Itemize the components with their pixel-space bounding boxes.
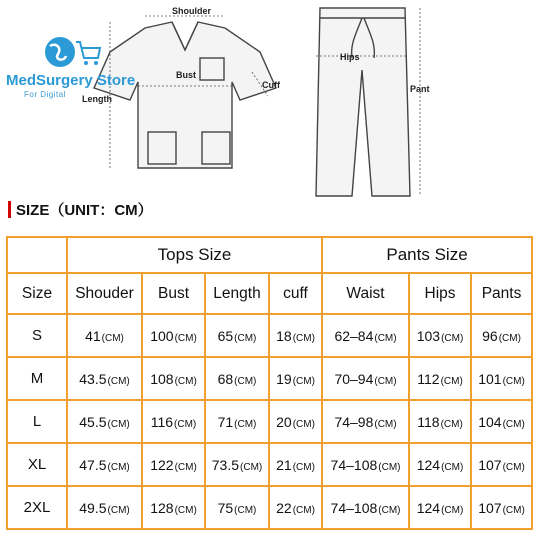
cell-bust xyxy=(142,443,205,486)
cell-length xyxy=(205,357,269,400)
cell-length xyxy=(205,314,269,357)
cell-unit: (CM) xyxy=(374,332,397,344)
header-empty-cell xyxy=(7,237,67,273)
cell-pants xyxy=(471,400,532,443)
cell-length xyxy=(205,400,269,443)
cell-waist xyxy=(322,314,409,357)
cell-value: 45.5 xyxy=(79,413,107,430)
cell-unit: (CM) xyxy=(292,461,315,473)
cell-pants xyxy=(471,314,532,357)
col-header-bust: Bust xyxy=(142,273,205,314)
cell-value: 22 xyxy=(276,499,292,516)
size-table xyxy=(6,236,533,530)
cell-pants xyxy=(471,486,532,529)
cell-pants xyxy=(471,357,532,400)
col-header-length: Length xyxy=(205,273,269,314)
cell-pants xyxy=(471,443,532,486)
cell-unit: (CM) xyxy=(107,461,130,473)
heading-accent-bar xyxy=(8,201,11,218)
cell-unit: (CM) xyxy=(502,504,525,516)
cell-unit: (CM) xyxy=(440,375,463,387)
cell-unit: (CM) xyxy=(101,332,124,344)
size-cell: 2XL xyxy=(7,486,67,529)
cell-value: 116 xyxy=(150,413,174,430)
cell-value: 100 xyxy=(150,327,174,344)
cell-value: 43.5 xyxy=(79,370,107,387)
cell-value: 112 xyxy=(417,370,440,387)
pants-size-header: Pants Size xyxy=(322,237,532,273)
cell-unit: (CM) xyxy=(107,418,130,430)
size-cell: XL xyxy=(7,443,67,486)
cell-value: 47.5 xyxy=(79,456,107,473)
cell-value: 21 xyxy=(276,456,292,473)
cell-unit: (CM) xyxy=(174,418,197,430)
cell-hips xyxy=(409,357,471,400)
cell-unit: (CM) xyxy=(240,461,263,473)
cell-shoulder xyxy=(67,357,142,400)
cell-value: 73.5 xyxy=(211,456,240,473)
cell-unit: (CM) xyxy=(374,418,397,430)
cell-value: 104 xyxy=(478,413,502,430)
cell-unit: (CM) xyxy=(174,504,197,516)
cell-value: 128 xyxy=(150,499,174,516)
cell-shoulder xyxy=(67,314,142,357)
cell-cuff xyxy=(269,314,322,357)
cell-unit: (CM) xyxy=(292,375,315,387)
cell-waist xyxy=(322,486,409,529)
size-table-body xyxy=(7,314,532,529)
table-row xyxy=(7,314,532,357)
garment-diagram xyxy=(0,0,540,200)
cell-waist xyxy=(322,400,409,443)
cell-value: 103 xyxy=(416,327,441,344)
cell-shoulder xyxy=(67,486,142,529)
cell-cuff xyxy=(269,486,322,529)
cell-unit: (CM) xyxy=(107,375,130,387)
cell-unit: (CM) xyxy=(292,504,315,516)
col-header-size: Size xyxy=(7,273,67,314)
cell-value: 124 xyxy=(416,499,441,516)
cell-hips xyxy=(409,486,471,529)
cell-length xyxy=(205,486,269,529)
cell-unit: (CM) xyxy=(374,375,397,387)
cell-shoulder xyxy=(67,400,142,443)
logo-tagline: For Digital xyxy=(24,90,66,99)
cell-bust xyxy=(142,357,205,400)
cell-unit: (CM) xyxy=(174,461,197,473)
cell-unit: (CM) xyxy=(441,504,464,516)
table-row xyxy=(7,400,532,443)
cell-unit: (CM) xyxy=(174,375,197,387)
cell-unit: (CM) xyxy=(234,418,257,430)
cell-value: 74–108 xyxy=(330,499,378,516)
cell-value: 41 xyxy=(85,327,101,344)
table-row xyxy=(7,486,532,529)
cell-value: 62–84 xyxy=(334,327,374,344)
cell-unit: (CM) xyxy=(378,461,401,473)
cell-unit: (CM) xyxy=(502,418,525,430)
cell-waist xyxy=(322,443,409,486)
size-heading xyxy=(8,200,153,218)
cell-unit: (CM) xyxy=(292,418,315,430)
size-cell: L xyxy=(7,400,67,443)
scrub-pants-drawing xyxy=(316,8,410,196)
size-cell: M xyxy=(7,357,67,400)
logo-name: MedSurgery Store xyxy=(6,72,136,89)
cell-value: 108 xyxy=(150,370,174,387)
cell-unit: (CM) xyxy=(234,504,257,516)
cell-cuff xyxy=(269,400,322,443)
cell-value: 75 xyxy=(217,499,234,516)
size-heading-text: SIZE（UNIT：CM） xyxy=(16,201,153,219)
label-pant: Pant xyxy=(410,84,430,94)
cell-hips xyxy=(409,400,471,443)
cell-bust xyxy=(142,314,205,357)
cell-cuff xyxy=(269,443,322,486)
label-length: Length xyxy=(82,94,112,104)
cell-value: 19 xyxy=(276,370,292,387)
cell-unit: (CM) xyxy=(441,332,464,344)
size-table-wrap xyxy=(6,236,531,528)
cell-shoulder xyxy=(67,443,142,486)
cell-value: 107 xyxy=(478,456,502,473)
cell-unit: (CM) xyxy=(441,461,464,473)
cell-unit: (CM) xyxy=(498,332,521,344)
cell-value: 49.5 xyxy=(79,499,107,516)
table-row xyxy=(7,357,532,400)
cell-value: 124 xyxy=(416,456,441,473)
col-header-hips: Hips xyxy=(409,273,471,314)
cell-hips xyxy=(409,443,471,486)
col-header-pants: Pants xyxy=(471,273,532,314)
cell-unit: (CM) xyxy=(378,504,401,516)
cell-value: 20 xyxy=(276,413,292,430)
cell-unit: (CM) xyxy=(292,332,315,344)
cell-length xyxy=(205,443,269,486)
cell-bust xyxy=(142,486,205,529)
col-header-cuff: cuff xyxy=(269,273,322,314)
column-header-row xyxy=(7,273,532,314)
cell-cuff xyxy=(269,357,322,400)
globe-cart-icon xyxy=(42,34,102,74)
col-header-shoulder: Shouder xyxy=(67,273,142,314)
cell-value: 107 xyxy=(478,499,502,516)
cell-unit: (CM) xyxy=(234,332,257,344)
label-cuff: Cuff xyxy=(262,80,280,90)
cell-value: 74–108 xyxy=(330,456,378,473)
label-bust: Bust xyxy=(176,70,196,80)
cell-waist xyxy=(322,357,409,400)
cell-unit: (CM) xyxy=(440,418,463,430)
cell-value: 70–94 xyxy=(334,370,374,387)
table-row xyxy=(7,443,532,486)
cell-value: 122 xyxy=(150,456,174,473)
cell-value: 71 xyxy=(217,413,234,430)
col-header-waist: Waist xyxy=(322,273,409,314)
cell-value: 65 xyxy=(217,327,234,344)
group-header-row xyxy=(7,237,532,273)
cell-unit: (CM) xyxy=(502,375,525,387)
label-hips: Hips xyxy=(340,52,360,62)
cell-value: 18 xyxy=(276,327,292,344)
cell-value: 96 xyxy=(482,327,498,344)
label-shoulder: Shoulder xyxy=(172,6,212,16)
cell-value: 118 xyxy=(417,413,440,430)
cell-unit: (CM) xyxy=(174,332,197,344)
cell-value: 101 xyxy=(478,370,502,387)
size-cell: S xyxy=(7,314,67,357)
tops-size-header: Tops Size xyxy=(67,237,322,273)
cell-hips xyxy=(409,314,471,357)
store-logo xyxy=(6,34,156,104)
cell-bust xyxy=(142,400,205,443)
cell-value: 68 xyxy=(217,370,234,387)
cell-unit: (CM) xyxy=(502,461,525,473)
cell-value: 74–98 xyxy=(334,413,374,430)
cell-unit: (CM) xyxy=(107,504,130,516)
cell-unit: (CM) xyxy=(234,375,257,387)
